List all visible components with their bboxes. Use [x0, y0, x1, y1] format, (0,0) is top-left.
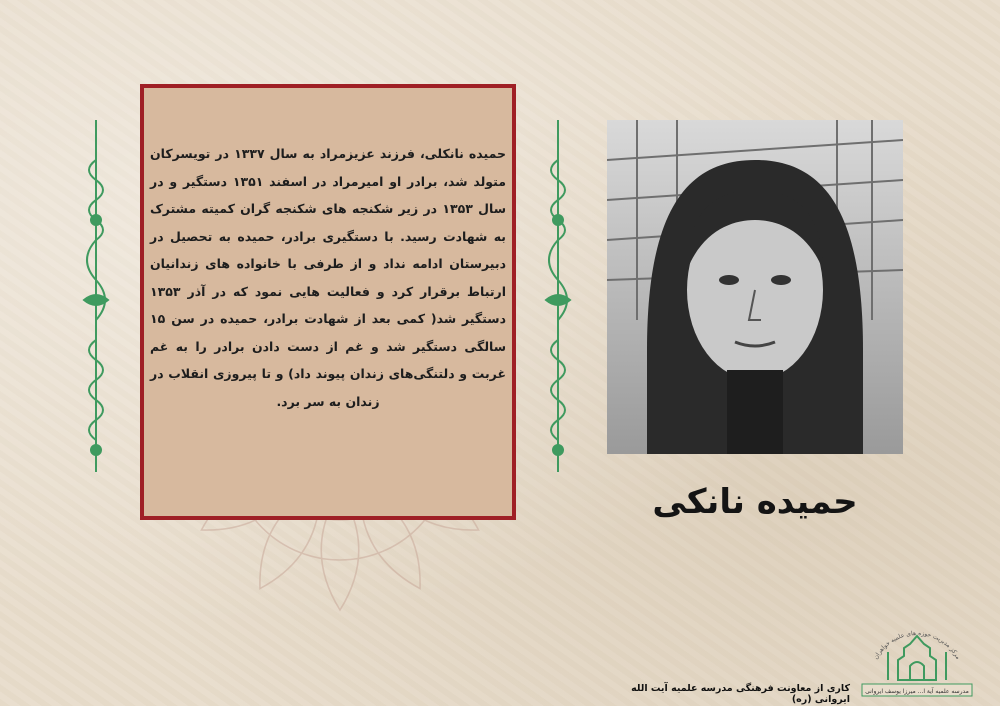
- portrait-photo: [607, 120, 903, 454]
- footer-credit: کاری از معاونت فرهنگی مدرسه علمیه آیت الله ایروانی (ره): [631, 683, 850, 705]
- biography-text: حمیده نانکلی، فرزند عزیزمراد به سال ۱۳۳۷ در تویسرکان متولد شد، برادر او امیرمراد در اسفند ۱۳۵۱ دستگیر و در سال ۱۳۵۳ در زیر شکنجه های شکنجه گران کمیته مشترک به شهادت رسید. با دستگیری برادر، حمیده به تحصیل در دبیرستان ادامه نداد و از طرفی با خانواده های زندانیان ارتباط برقرار کرد و فعالیت هایی نمود که در آذر ۱۳۵۳ دستگیر شد( کمی بعد از شهادت برادر، حمیده در سن ۱۵ سالگی دستگیر شد و غم از دست دادن برادر را به غم غربت و دلتنگی‌های زندان پیوند داد) و تا پیروزی انقلاب در زندان به سر برد.: [150, 146, 506, 409]
- green-ornament-left: [76, 120, 116, 472]
- green-ornament-right: [538, 120, 578, 472]
- seminary-logo: [858, 622, 976, 702]
- logo-bottom-text: مدرسه علمیه آیة ا... میرزا یوسف ایروانی: [865, 688, 969, 695]
- portrait-illustration: [607, 120, 903, 454]
- logo-top-text: مرکز مدیریت حوزه های علمیه خواهران: [872, 629, 962, 661]
- person-name: حمیده نانکی: [652, 482, 858, 522]
